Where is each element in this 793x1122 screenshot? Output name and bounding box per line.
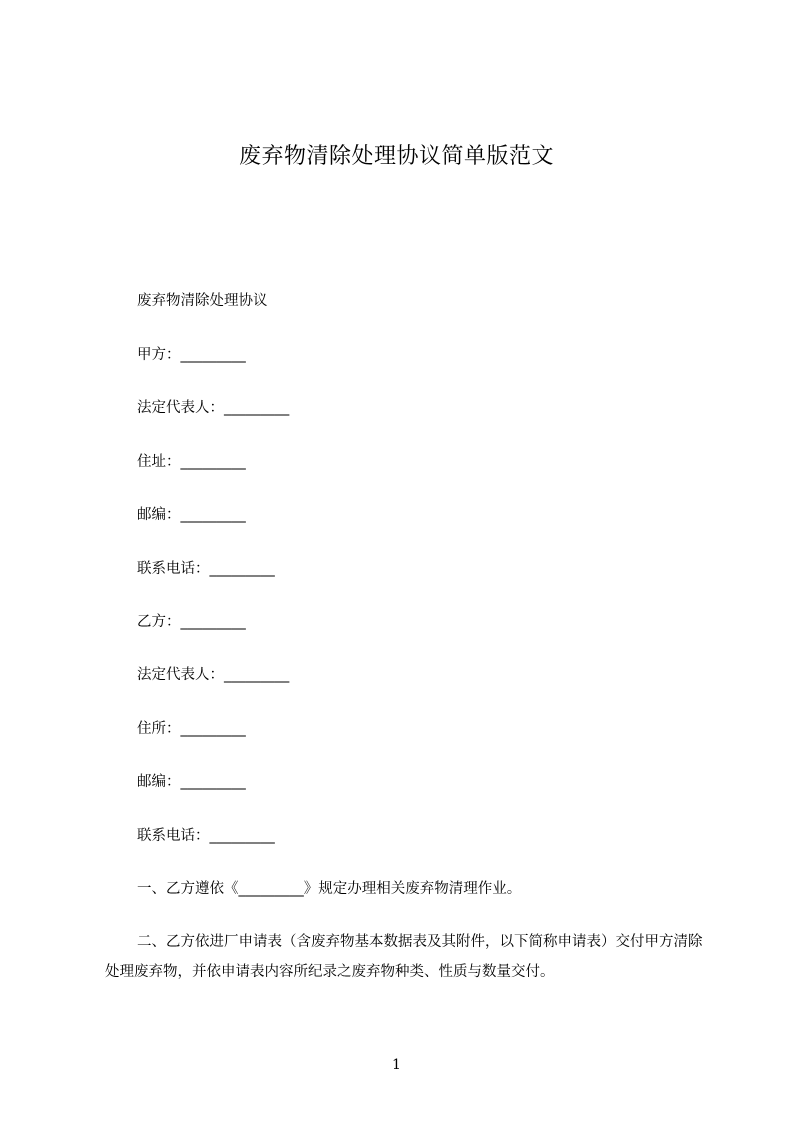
agreement-heading: 废弃物清除处理协议 <box>137 293 268 309</box>
document-title: 废弃物清除处理协议简单版范文 <box>238 144 554 169</box>
clause-1: 一、乙方遵依《_________》规定办理相关废弃物清理作业。 <box>137 881 522 897</box>
party-b-representative-field: 法定代表人：_________ <box>137 667 290 683</box>
party-b-field: 乙方：_________ <box>137 614 246 630</box>
party-b-address-field: 住所：_________ <box>137 721 246 737</box>
party-a-phone-field: 联系电话：_________ <box>137 561 275 577</box>
clause-2 <box>105 927 705 987</box>
page-number: 1 <box>392 1057 401 1073</box>
clause-2-text: 二、乙方依进厂申请表（含废弃物基本数据表及其附件，以下简称申请表）交付甲方清除处理废弃物，并依申请表内容所纪录之废弃物种类、性质与数量交付。 <box>105 934 703 980</box>
party-a-field: 甲方：_________ <box>137 347 246 363</box>
party-b-phone-field: 联系电话：_________ <box>137 828 275 844</box>
party-a-postcode-field: 邮编：_________ <box>137 507 246 523</box>
party-a-address-field: 住址：_________ <box>137 454 246 470</box>
party-a-representative-field: 法定代表人：_________ <box>137 400 290 416</box>
party-b-postcode-field: 邮编：_________ <box>137 774 246 790</box>
